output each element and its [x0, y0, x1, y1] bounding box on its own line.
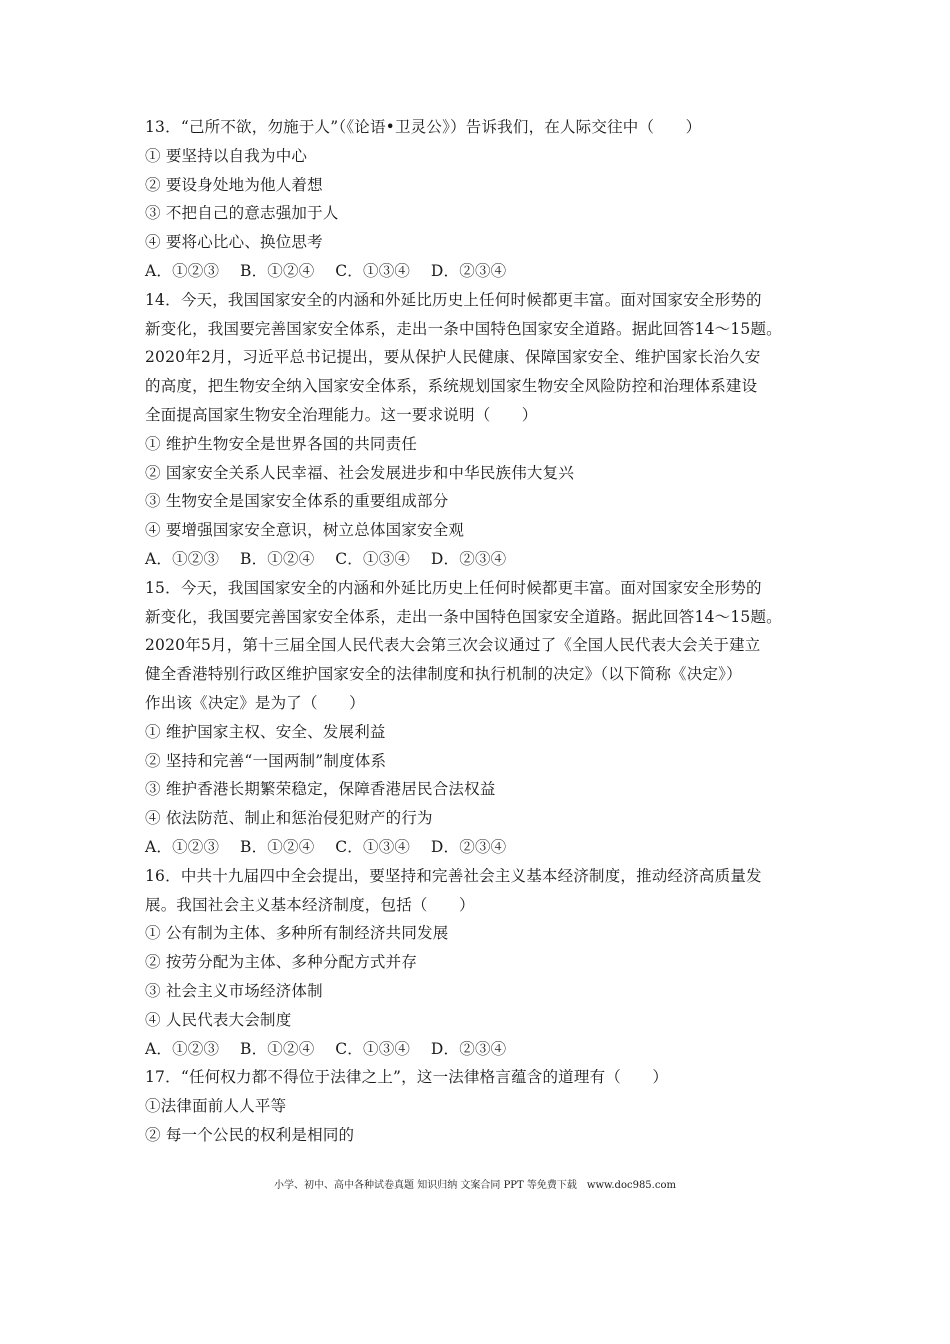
q16-option-2: ② 按劳分配为主体、多种分配方式并存 — [145, 953, 418, 972]
q15-option-3: ③ 维护香港长期繁荣稳定，保障香港居民合法权益 — [145, 780, 496, 799]
q16-option-4: ④ 人民代表大会制度 — [145, 1010, 292, 1029]
q13-option-3: ③ 不把自己的意志强加于人 — [145, 204, 339, 223]
q15-option-1: ① 维护国家主权、安全、发展利益 — [145, 722, 386, 741]
q15-choices: A．①②③ B．①②④ C．①③④ D．②③④ — [145, 837, 507, 856]
q14-choices: A．①②③ B．①②④ C．①③④ D．②③④ — [145, 549, 507, 568]
q15-stem-line-4: 健全香港特别行政区维护国家安全的法律制度和执行机制的决定》（以下简称《决定》） — [145, 665, 742, 684]
q14-stem-line-4: 的高度，把生物安全纳入国家安全体系，系统规划国家生物安全风险防控和治理体系建设 — [145, 377, 758, 396]
q14-option-1: ① 维护生物安全是世界各国的共同责任 — [145, 434, 418, 453]
q17-option-2: ② 每一个公民的权利是相同的 — [145, 1125, 355, 1144]
q14-stem-line-5: 全面提高国家生物安全治理能力。这一要求说明（ ） — [145, 405, 538, 424]
q16-option-3: ③ 社会主义市场经济体制 — [145, 981, 323, 1000]
q13-choices: A．①②③ B．①②④ C．①③④ D．②③④ — [145, 261, 507, 280]
q15-option-4: ④ 依法防范、制止和惩治侵犯财产的行为 — [145, 809, 433, 828]
q14-option-2: ② 国家安全关系人民幸福、社会发展进步和中华民族伟大复兴 — [145, 463, 575, 482]
q13-option-1: ① 要坚持以自我为中心 — [145, 146, 308, 165]
q13-stem: 13．“己所不欲，勿施于人”（《论语•卫灵公》）告诉我们，在人际交往中（ ） — [145, 118, 702, 136]
q15-stem-line-1: 15．今天，我国国家安全的内涵和外延比历史上任何时候都更丰富。面对国家安全形势的 — [145, 578, 762, 597]
q17-option-1: ①法律面前人人平等 — [145, 1097, 287, 1116]
q14-option-3: ③ 生物安全是国家安全体系的重要组成部分 — [145, 492, 449, 511]
q15-stem-line-3: 2020年5月，第十三届全国人民代表大会第三次会议通过了《全国人民代表大会关于建立 — [145, 636, 761, 655]
q14-stem-line-3: 2020年2月，习近平总书记提出，要从保护人民健康、保障国家安全、维护国家长治久安 — [145, 348, 761, 367]
q17-stem: 17．“任何权力都不得位于法律之上”，这一法律格言蕴含的道理有（ ） — [145, 1068, 669, 1087]
page-footer: 小学、初中、高中各种试卷真题 知识归纳 文案合同 PPT 等免费下载 www.doc985.com — [274, 1180, 676, 1191]
q13-option-4: ④ 要将心比心、换位思考 — [145, 233, 323, 252]
q14-stem-line-2: 新变化，我国要完善国家安全体系，走出一条中国特色国家安全道路。据此回答14～15题。 — [145, 319, 782, 338]
q16-option-1: ① 公有制为主体、多种所有制经济共同发展 — [145, 924, 449, 943]
q16-stem-line-1: 16．中共十九届四中全会提出，要坚持和完善社会主义基本经济制度，推动经济高质量发 — [145, 866, 762, 885]
q16-choices: A．①②③ B．①②④ C．①③④ D．②③④ — [145, 1039, 507, 1058]
q16-stem-line-2: 展。我国社会主义基本经济制度，包括（ ） — [145, 895, 475, 914]
q15-option-2: ② 坚持和完善“一国两制”制度体系 — [145, 751, 387, 770]
q15-stem-line-2: 新变化，我国要完善国家安全体系，走出一条中国特色国家安全道路。据此回答14～15题。 — [145, 607, 782, 626]
q15-stem-line-5: 作出该《决定》是为了（ ） — [145, 693, 365, 712]
q13-option-2: ② 要设身处地为他人着想 — [145, 175, 323, 194]
q14-option-4: ④ 要增强国家安全意识，树立总体国家安全观 — [145, 521, 465, 540]
question-content — [145, 113, 815, 1150]
q14-stem-line-1: 14．今天，我国国家安全的内涵和外延比历史上任何时候都更丰富。面对国家安全形势的 — [145, 290, 762, 309]
